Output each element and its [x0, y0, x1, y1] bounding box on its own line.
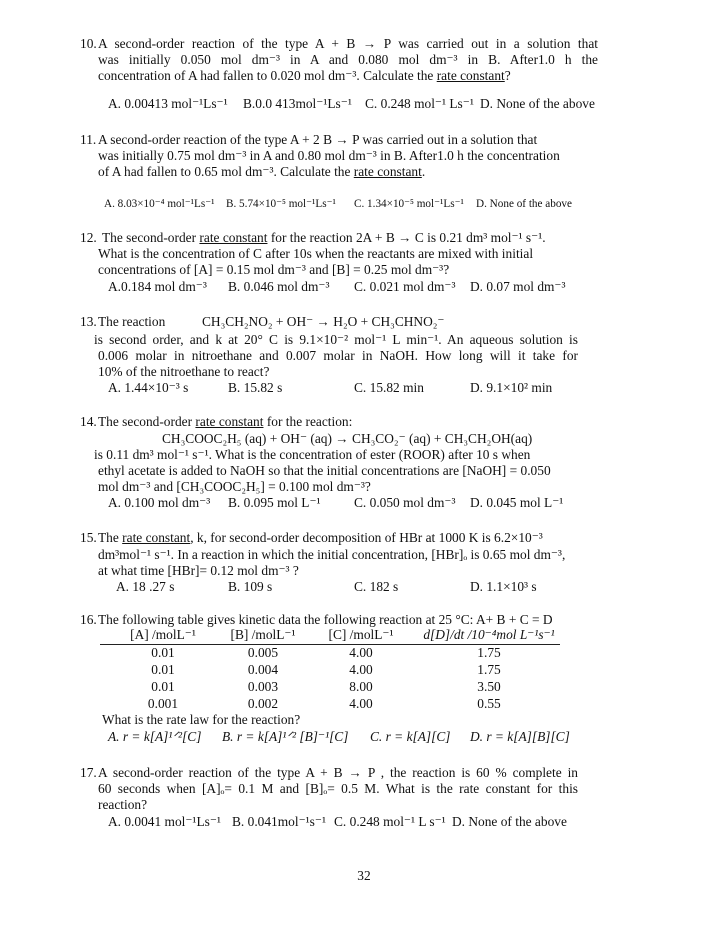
- rate-constant-term: rate constant: [122, 530, 191, 545]
- q14-number: 14.: [80, 414, 97, 429]
- q17-line2: 60 seconds when [A]ₒ= 0.1 M and [B]ₒ= 0.5 M. What is the rate constant for this: [98, 781, 578, 796]
- table-cell: 4.00: [349, 662, 373, 677]
- q11-option-c: C. 1.34×10⁻⁵ mol⁻¹Ls⁻¹: [354, 198, 464, 210]
- table-cell: 0.01: [151, 662, 175, 677]
- table-header-a: [A] /molL⁻¹: [130, 627, 196, 642]
- q11-option-b: B. 5.74×10⁻⁵ mol⁻¹Ls⁻¹: [226, 198, 336, 210]
- q15-number: 15.: [80, 530, 97, 545]
- table-cell: 0.01: [151, 645, 175, 660]
- q10-number: 10.: [80, 36, 97, 51]
- q17-number: 17.: [80, 765, 97, 780]
- table-cell: 4.00: [349, 696, 373, 711]
- q13-line2: is second order, and k at 20° C is 9.1×10⁻² mol⁻¹ L min⁻¹. An aqueous solution is: [94, 332, 578, 347]
- table-cell: 0.002: [247, 696, 279, 711]
- q15-line3: at what time [HBr]= 0.12 mol dm⁻³ ?: [98, 563, 299, 578]
- q17-line1: A second-order reaction of the type A + B → P , the reaction is 60 % complete in: [98, 765, 578, 780]
- q14-option-a: A. 0.100 mol dm⁻³: [108, 495, 211, 510]
- table-cell: 4.00: [349, 645, 373, 660]
- q12-option-c: C. 0.021 mol dm⁻³: [354, 279, 456, 294]
- q11-number: 11.: [80, 132, 97, 147]
- rate-constant-term: rate constant: [436, 68, 505, 83]
- table-cell: 3.50: [477, 679, 501, 694]
- table-cell: 0.001: [147, 696, 179, 711]
- table-cell: 8.00: [349, 679, 373, 694]
- q17-option-a: A. 0.0041 mol⁻¹Ls⁻¹: [108, 814, 221, 829]
- q11-option-d: D. None of the above: [476, 198, 572, 210]
- q17-line3: reaction?: [98, 797, 148, 812]
- q11-option-a: A. 8.03×10⁻⁴ mol⁻¹Ls⁻¹: [104, 198, 215, 210]
- q16-option-d: D. r = k[A][B][C]: [470, 729, 570, 744]
- q10-line3: concentration of A had fallen to 0.020 mol dm⁻³. Calculate the rate constant?: [98, 68, 511, 83]
- q13-option-a: A. 1.44×10⁻³ s: [108, 380, 189, 395]
- q12-number: 12.: [80, 230, 97, 245]
- q14-line1: The second-order rate constant for the reaction:: [98, 414, 353, 429]
- q13-option-d: D. 9.1×10² min: [470, 380, 553, 395]
- q13-line1a: The reaction: [98, 314, 166, 329]
- q15-option-b: B. 109 s: [228, 579, 273, 594]
- q13-line3: 0.006 molar in nitroethane and 0.007 molar in NaOH. How long will it take for: [98, 348, 578, 363]
- q14-line2: is 0.11 dm³ mol⁻¹ s⁻¹. What is the concentration of ester (ROOR) after 10 s when: [94, 447, 531, 462]
- q14-equation: CH₃COOC₂H₅ (aq) + OH⁻ (aq) → CH₃CO₂⁻ (aq) + CH₃CH₂OH(aq): [162, 431, 533, 446]
- q16-question: What is the rate law for the reaction?: [102, 712, 301, 727]
- rate-constant-term: rate constant: [199, 230, 268, 245]
- q14-option-d: D. 0.045 mol L⁻¹: [470, 495, 564, 510]
- q16-option-b: B. r = k[A]¹ᐟ² [B]⁻¹[C]: [222, 729, 349, 744]
- q10-option-b: B.0.0 413mol⁻¹Ls⁻¹: [243, 96, 352, 111]
- q15-option-c: C. 182 s: [354, 579, 399, 594]
- table-cell: 0.005: [247, 645, 279, 660]
- table-cell: 0.004: [247, 662, 279, 677]
- q16-option-c: C. r = k[A][C]: [370, 729, 451, 744]
- table-cell: 1.75: [477, 662, 501, 677]
- q11-line2: was initially 0.75 mol dm⁻³ in A and 0.80 mol dm⁻³ in B. After1.0 h the concentration: [98, 148, 560, 163]
- q16-option-a: A. r = k[A]¹ᐟ²[C]: [108, 729, 202, 744]
- q17-option-d: D. None of the above: [452, 814, 567, 829]
- q17-option-c: C. 0.248 mol⁻¹ L s⁻¹: [334, 814, 446, 829]
- table-header-rate: d[D]/dt /10⁻⁴mol L⁻¹s⁻¹: [423, 627, 555, 642]
- q14-line4: mol dm⁻³ and [CH₃COOC₂H₅] = 0.100 mol dm⁻³?: [98, 479, 371, 494]
- table-cell: 0.55: [477, 696, 501, 711]
- q10-option-d: D. None of the above: [480, 96, 595, 111]
- table-cell: 0.01: [151, 679, 175, 694]
- q11-line3: of A had fallen to 0.65 mol dm⁻³. Calculate the rate constant.: [98, 164, 426, 179]
- q15-option-a: A. 18 .27 s: [116, 579, 175, 594]
- q10-line1: A second-order reaction of the type A + B → P was carried out in a solution that: [98, 36, 598, 51]
- q10-option-c: C. 0.248 mol⁻¹ Ls⁻¹: [365, 96, 474, 111]
- q11-line1: A second-order reaction of the type A + 2 B → P was carried out in a solution that: [98, 132, 538, 147]
- q12-option-d: D. 0.07 mol dm⁻³: [470, 279, 566, 294]
- q12-line1: The second-order rate constant for the reaction 2A + B → C is 0.21 dm³ mol⁻¹ s⁻¹.: [102, 230, 546, 245]
- q14-option-b: B. 0.095 mol L⁻¹: [228, 495, 321, 510]
- q13-line4: 10% of the nitroethane to react?: [98, 364, 270, 379]
- q15-line1: The rate constant, k, for second-order decomposition of HBr at 1000 K is 6.2×10⁻³: [98, 530, 543, 545]
- page-number: 32: [357, 868, 371, 883]
- table-cell: 1.75: [477, 645, 501, 660]
- q16-number: 16.: [80, 612, 97, 627]
- rate-constant-term: rate constant: [353, 164, 422, 179]
- q16-line1: The following table gives kinetic data the following reaction at 25 °C: A+ B + C = D: [98, 612, 553, 627]
- q17-option-b: B. 0.041mol⁻¹s⁻¹: [232, 814, 326, 829]
- table-header-c: [C] /molL⁻¹: [328, 627, 394, 642]
- q10-line2: was initially 0.050 mol dm⁻³ in A and 0.080 mol dm⁻³ in B. After1.0 h the: [98, 52, 598, 67]
- q15-line2: dm³mol⁻¹ s⁻¹. In a reaction in which the initial concentration, [HBr]ₒ is 0.65 mol dm⁻³,: [98, 547, 566, 562]
- q13-option-b: B. 15.82 s: [228, 380, 283, 395]
- q13-equation: CH₃CH₂NO₂ + OH⁻ → H₂O + CH₃CHNO₂⁻: [202, 314, 445, 329]
- q13-number: 13.: [80, 314, 97, 329]
- table-header-b: [B] /molL⁻¹: [230, 627, 296, 642]
- q12-option-b: B. 0.046 mol dm⁻³: [228, 279, 330, 294]
- rate-constant-term: rate constant: [195, 414, 264, 429]
- q12-option-a: A.0.184 mol dm⁻³: [108, 279, 207, 294]
- q14-option-c: C. 0.050 mol dm⁻³: [354, 495, 456, 510]
- table-cell: 0.003: [247, 679, 279, 694]
- q13-option-c: C. 15.82 min: [354, 380, 424, 395]
- q14-line3: ethyl acetate is added to NaOH so that the initial concentrations are [NaOH] = 0.050: [98, 463, 551, 478]
- q10-option-a: A. 0.00413 mol⁻¹Ls⁻¹: [108, 96, 228, 111]
- q12-line3: concentrations of [A] = 0.15 mol dm⁻³ and [B] = 0.25 mol dm⁻³?: [98, 262, 450, 277]
- q15-option-d: D. 1.1×10³ s: [470, 579, 537, 594]
- q12-line2: What is the concentration of C after 10s when the reactants are mixed with initial: [98, 246, 534, 261]
